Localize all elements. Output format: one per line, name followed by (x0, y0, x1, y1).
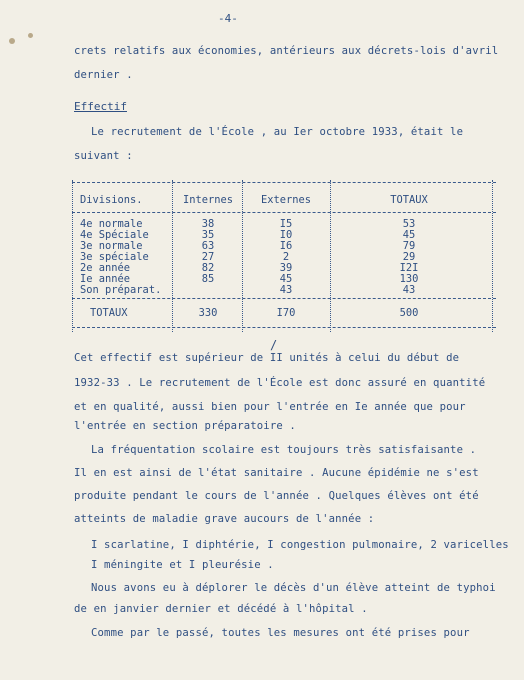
table-header-rule (72, 212, 496, 213)
row-totaux: 79 (402, 240, 416, 252)
row-internes: 27 (201, 251, 215, 263)
row-totaux: 29 (402, 251, 416, 263)
header-totaux: TOTAUX (390, 194, 428, 206)
row-totaux: 45 (402, 229, 416, 241)
row-totaux: 53 (402, 218, 416, 230)
row-division: Ie année (80, 273, 131, 285)
text-line: dernier . (74, 69, 133, 81)
text-line: I scarlatine, I diphtérie, I congestion pulmonaire, 2 varicelles (91, 539, 509, 551)
table-border-bottom (72, 327, 496, 328)
text-line: de en janvier dernier et décédé à l'hôpital . (74, 603, 368, 615)
text-line: Cet effectif est supérieur de II unités à celui du début de (74, 352, 460, 364)
row-internes: 38 (201, 218, 215, 230)
row-externes: 2 (282, 251, 290, 263)
enrollment-table (72, 180, 496, 332)
table-total-rule (72, 298, 496, 299)
text-line: Le recrutement de l'École , au Ier octobre 1933, était le (91, 126, 464, 138)
row-division: 4e Spéciale (80, 229, 149, 241)
row-division: 3e normale (80, 240, 143, 252)
text-line: 1932-33 . Le recrutement de l'École est donc assuré en quantité (74, 377, 486, 389)
row-division: Son préparat. (80, 284, 162, 296)
text-line: La fréquentation scolaire est toujours très satisfaisante . (91, 444, 477, 456)
header-internes: Internes (182, 194, 234, 206)
total-totaux: 500 (399, 307, 419, 319)
header-externes: Externes (260, 194, 312, 206)
row-externes: 39 (279, 262, 293, 274)
row-internes: 63 (201, 240, 215, 252)
text-line: crets relatifs aux économies, antérieurs aux décrets-lois d'avril (74, 45, 499, 57)
row-totaux: 130 (399, 273, 419, 285)
row-externes: 45 (279, 273, 293, 285)
text-line: Il en est ainsi de l'état sanitaire . Aucune épidémie ne s'est (74, 467, 479, 479)
table-border-top (72, 182, 496, 183)
total-externes: I70 (276, 307, 296, 319)
row-totaux: 43 (402, 284, 416, 296)
row-internes: 85 (201, 273, 215, 285)
text-line: l'entrée en section préparatoire . (74, 420, 296, 432)
page-number: -4- (218, 12, 238, 25)
table-rule (330, 180, 331, 332)
row-division: 2e année (80, 262, 131, 274)
row-internes: 82 (201, 262, 215, 274)
row-internes: 35 (201, 229, 215, 241)
row-externes: I0 (279, 229, 293, 241)
text-line: atteints de maladie grave aucours de l'année : (74, 513, 375, 525)
row-externes: I5 (279, 218, 293, 230)
header-divisions: Divisions. (80, 194, 143, 206)
total-label: TOTAUX (90, 307, 128, 319)
text-line: suivant : (74, 150, 133, 162)
row-externes: 43 (279, 284, 293, 296)
row-externes: I6 (279, 240, 293, 252)
row-totaux: I2I (399, 262, 419, 274)
text-line: Nous avons eu à déplorer le décès d'un élève atteint de typhoi (91, 582, 496, 594)
text-line: I méningite et I pleurésie . (91, 559, 274, 571)
section-heading: Effectif (74, 100, 127, 113)
text-line: et en qualité, aussi bien pour l'entrée en Ie année que pour (74, 401, 466, 413)
table-rule (72, 180, 73, 332)
staple-hole (28, 33, 33, 38)
pen-mark: / (270, 338, 278, 352)
row-division: 4e normale (80, 218, 143, 230)
text-line: Comme par le passé, toutes les mesures ont été prises pour (91, 627, 470, 639)
table-rule (492, 180, 493, 332)
text-line: produite pendant le cours de l'année . Quelques élèves ont été (74, 490, 479, 502)
table-rule (242, 180, 243, 332)
total-internes: 330 (198, 307, 218, 319)
row-division: 3e spéciale (80, 251, 149, 263)
staple-hole (9, 38, 15, 44)
